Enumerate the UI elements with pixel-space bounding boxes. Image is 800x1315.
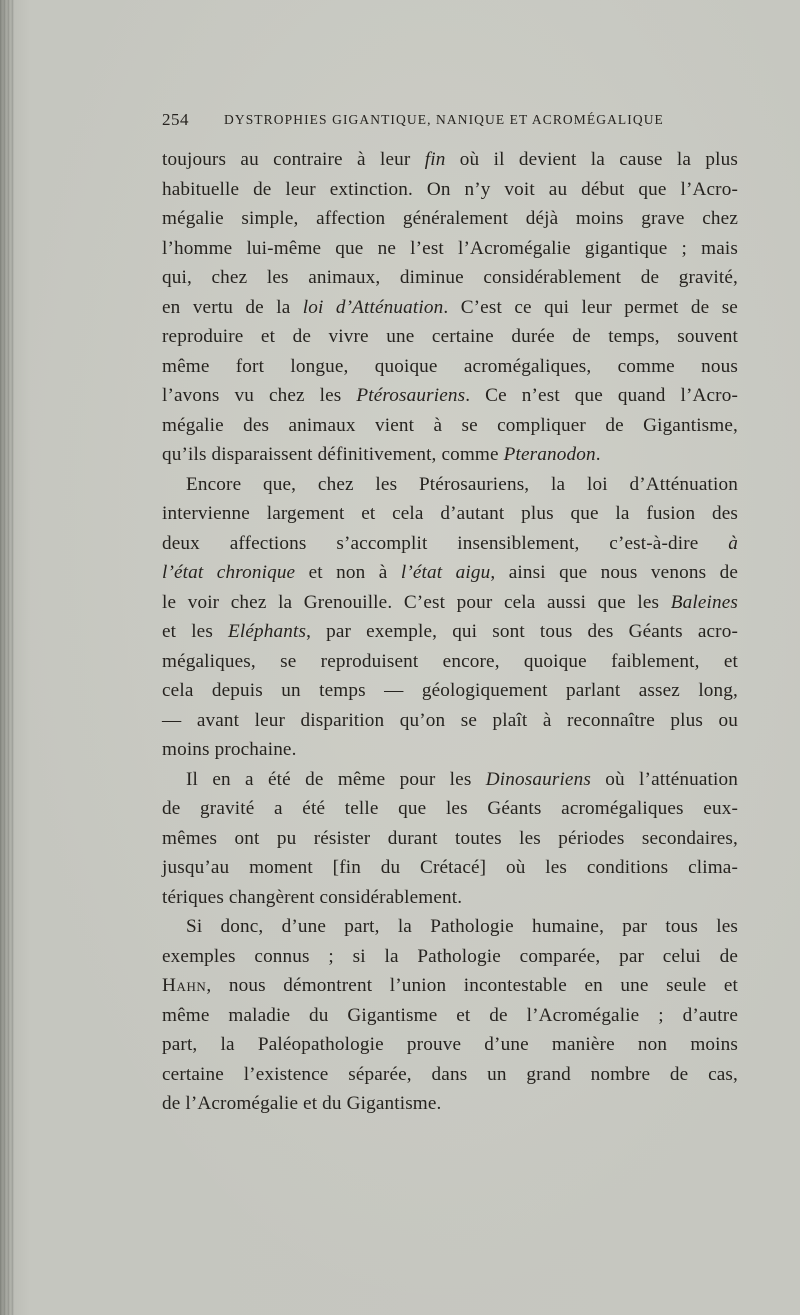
text-segment: , par exemple, qui sont tous des Géants acro- bbox=[306, 621, 738, 642]
text-line bbox=[162, 942, 738, 972]
page-gutter-shadow bbox=[0, 0, 14, 1315]
text-line bbox=[162, 676, 738, 706]
text-line bbox=[162, 588, 738, 618]
text-segment: de gravité a été telle que les Géants acromégaliques eux- bbox=[162, 798, 738, 819]
text-segment: mégaliques, se reproduisent encore, quoique faiblement, et bbox=[162, 650, 738, 672]
italic-text: loi d’Atténuation bbox=[302, 296, 444, 318]
italic-text: Pteranodon bbox=[503, 444, 596, 465]
text-line bbox=[162, 499, 738, 529]
text-segment: . bbox=[595, 444, 601, 465]
text-segment: part, la Paléopathologie prouve d’une manière non moins bbox=[162, 1034, 738, 1055]
italic-text: Baleines bbox=[670, 591, 738, 613]
text-line bbox=[162, 824, 738, 854]
page-header bbox=[162, 110, 738, 134]
text-segment: , ainsi que nous venons de bbox=[490, 562, 738, 583]
text-line bbox=[162, 470, 738, 500]
text-segment: qu’ils disparaissent définitivement, comme bbox=[162, 444, 504, 465]
text-line bbox=[162, 912, 738, 942]
text-segment: où il devient la cause la plus bbox=[445, 149, 738, 170]
italic-text: fin bbox=[424, 149, 446, 170]
italic-text: Dinosauriens bbox=[485, 768, 591, 790]
text-line bbox=[162, 1001, 738, 1031]
text-segment: toujours au contraire à leur bbox=[162, 149, 425, 170]
text-line bbox=[162, 411, 738, 441]
text-segment: moins prochaine. bbox=[162, 739, 297, 760]
text-line bbox=[162, 352, 738, 382]
text-line bbox=[162, 558, 738, 588]
text-segment: . Ce n’est que quand l’Acro- bbox=[465, 385, 738, 406]
text-segment: où l’atténuation bbox=[590, 768, 738, 790]
text-line bbox=[162, 204, 738, 234]
text-line bbox=[162, 263, 738, 293]
text-segment: l’homme lui-même que ne l’est l’Acromégalie gigantique ; mais bbox=[162, 237, 738, 259]
text-segment: de l’Acromégalie et du Gigantisme. bbox=[162, 1093, 442, 1114]
text-segment: mégalie simple, affection généralement déjà moins grave chez bbox=[162, 208, 738, 229]
text-line bbox=[162, 234, 738, 264]
text-segment: même maladie du Gigantisme et de l’Acromégalie ; d’autre bbox=[162, 1004, 738, 1026]
text-line bbox=[162, 145, 738, 175]
text-line bbox=[162, 971, 738, 1001]
text-line bbox=[162, 853, 738, 883]
text-segment: cela depuis un temps — géologiquement parlant assez long, bbox=[162, 680, 738, 701]
text-segment: exemples connus ; si la Pathologie comparée, par celui de bbox=[162, 945, 738, 967]
text-segment: et les bbox=[162, 621, 229, 642]
text-segment: — avant leur disparition qu’on se plaît à reconnaître plus ou bbox=[162, 709, 738, 731]
author-name: Hahn bbox=[162, 975, 207, 996]
text-line bbox=[162, 1060, 738, 1090]
text-segment: intervienne largement et cela d’autant plus que la fusion des bbox=[162, 503, 738, 524]
text-line bbox=[162, 175, 738, 205]
italic-text: Ptérosauriens bbox=[356, 385, 466, 406]
text-segment: reproduire et de vivre une certaine durée de temps, souvent bbox=[162, 326, 738, 347]
text-segment: deux affections s’accomplit insensiblement, c’est-à-dire bbox=[162, 532, 729, 554]
text-line bbox=[162, 883, 738, 913]
italic-text: l’état aigu bbox=[400, 562, 491, 583]
text-segment: le voir chez la Grenouille. C’est pour cela aussi que les bbox=[162, 591, 671, 613]
text-segment: , nous démontrent l’union incontestable en une seule et bbox=[206, 975, 738, 996]
text-segment: Si donc, d’une part, la Pathologie humaine, par tous les bbox=[186, 916, 738, 937]
text-segment: mégalie des animaux vient à se compliquer de Gigantisme, bbox=[162, 414, 738, 436]
text-line bbox=[162, 647, 738, 677]
text-segment: qui, chez les animaux, diminue considérablement de gravité, bbox=[162, 267, 738, 288]
text-line bbox=[162, 1089, 738, 1119]
text-line bbox=[162, 794, 738, 824]
text-segment: jusqu’au moment [fin du Crétacé] où les conditions clima- bbox=[162, 857, 738, 878]
text-line bbox=[162, 381, 738, 411]
page-number: 254 bbox=[162, 110, 189, 129]
text-segment: habituelle de leur extinction. On n’y voit au début que l’Acro- bbox=[162, 178, 738, 200]
running-title: DYSTROPHIES GIGANTIQUE, NANIQUE ET ACROMÉGALIQUE bbox=[224, 112, 664, 127]
text-segment: mêmes ont pu résister durant toutes les périodes secondaires, bbox=[162, 827, 738, 849]
italic-text: à bbox=[728, 532, 738, 554]
body-text bbox=[162, 145, 738, 1119]
text-line bbox=[162, 617, 738, 647]
text-segment: même fort longue, quoique acromégaliques, comme nous bbox=[162, 355, 738, 377]
text-segment: l’avons vu chez les bbox=[162, 385, 357, 406]
text-line bbox=[162, 706, 738, 736]
text-segment: Encore que, chez les Ptérosauriens, la loi d’Atténuation bbox=[186, 473, 738, 495]
text-line bbox=[162, 440, 738, 470]
text-segment: et non à bbox=[295, 562, 401, 583]
text-line bbox=[162, 765, 738, 795]
text-segment: certaine l’existence séparée, dans un grand nombre de cas, bbox=[162, 1063, 738, 1085]
italic-text: l’état chronique bbox=[162, 562, 296, 583]
text-segment: Il en a été de même pour les bbox=[186, 768, 486, 790]
text-line bbox=[162, 529, 738, 559]
text-segment: tériques changèrent considérablement. bbox=[162, 886, 463, 908]
text-line bbox=[162, 322, 738, 352]
text-segment: . C’est ce qui leur permet de se bbox=[443, 296, 738, 318]
text-line bbox=[162, 735, 738, 765]
text-line bbox=[162, 293, 738, 323]
text-segment: en vertu de la bbox=[162, 296, 303, 318]
text-line bbox=[162, 1030, 738, 1060]
italic-text: Eléphants bbox=[228, 621, 307, 642]
